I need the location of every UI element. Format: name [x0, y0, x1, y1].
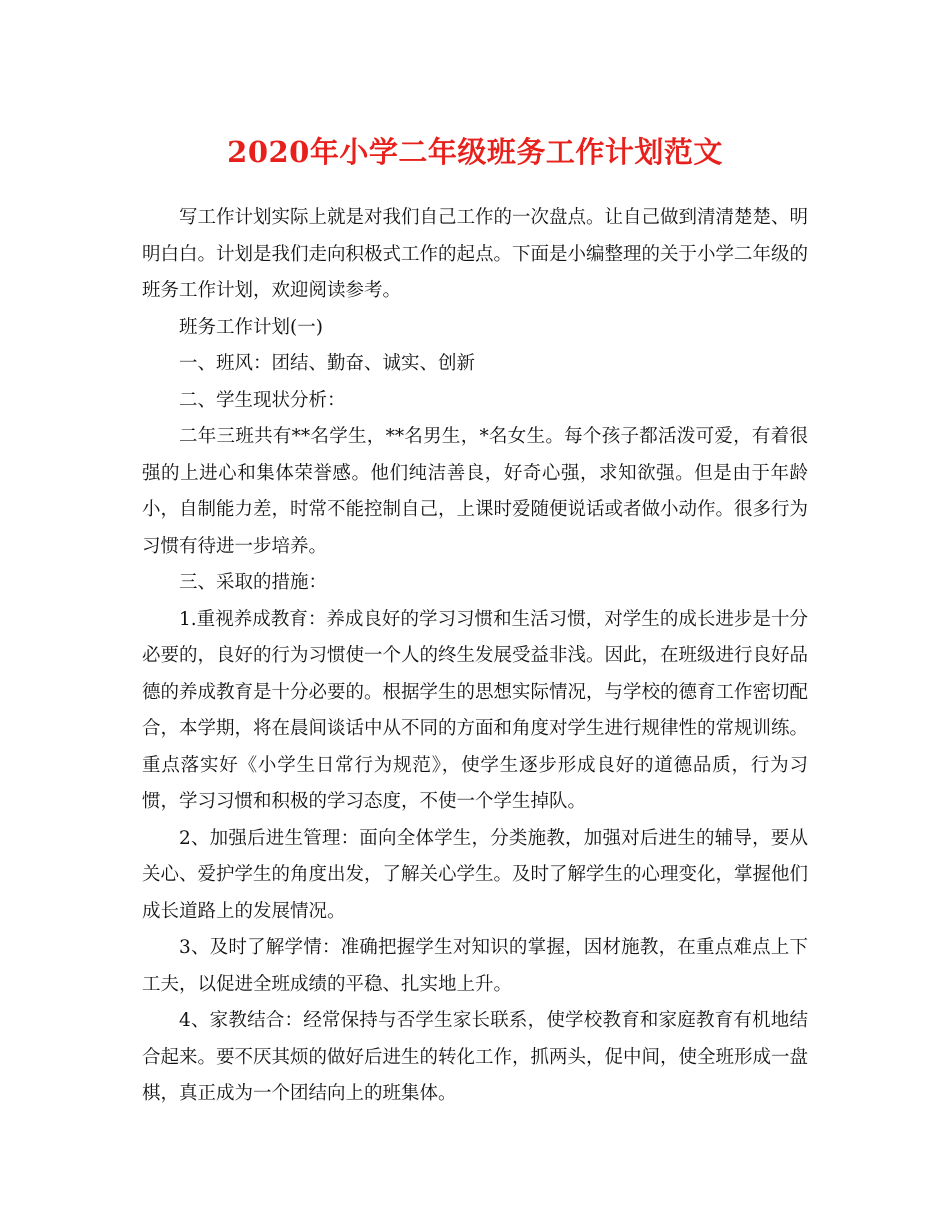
section-heading-plan-one: 班务工作计划(一) — [179, 316, 323, 338]
student-analysis-heading: 二、学生现状分析： — [179, 389, 346, 411]
measure-2-paragraph: 2、加强后进生管理：面向全体学生，分类施教，加强对后进生的辅导，要从关心、爱护学生的角度出发，了解关心学生。及时了解学生的心理变化，掌握他们成长道路上的发展情况。 — [142, 827, 809, 922]
class-style-heading: 一、班风：团结、勤奋、诚实、创新 — [179, 353, 476, 374]
measure-1-paragraph: 1.重视养成教育：养成良好的学习习惯和生活习惯，对学生的成长进步是十分必要的，良好的行为习惯使一个人的终生发展受益非浅。因此，在班级进行良好品德的养成教育是十分必要的。根据学生的思想实际情况，与学校的德育工作密切配合，本学期，将在晨间谈话中从不同的方面和角度对学生进行规律性的常规训练。重点落实好《小学生日常行为规范》，使学生逐步形成良好的道德品质，行为习惯，学习习惯和积极的学习态度，不使一个学生掉队。 — [142, 608, 809, 812]
document-title: 2020年小学二年级班务工作计划范文 — [227, 135, 723, 169]
measure-4-paragraph: 4、家教结合：经常保持与否学生家长联系，使学校教育和家庭教育有机地结合起来。要不厌其烦的做好后进生的转化工作，抓两头，促中间，使全班形成一盘棋，真正成为一个团结向上的班集体。 — [142, 1010, 809, 1104]
student-analysis-paragraph: 二年三班共有**名学生，**名男生，*名女生。每个孩子都活泼可爱，有着很强的上进心和集体荣誉感。他们纯洁善良，好奇心强，求知欲强。但是由于年龄小，自制能力差，时常不能控制自己，上课时爱随便说话或者做小动作。很多行为习惯有待进一步培养。 — [142, 426, 809, 557]
document-body — [142, 200, 808, 1113]
measure-3-paragraph: 3、及时了解学情：准确把握学生对知识的掌握，因材施教，在重点难点上下工夫，以促进全班成绩的平稳、扎实地上升。 — [142, 937, 808, 995]
intro-paragraph: 写工作计划实际上就是对我们自己工作的一次盘点。让自己做到清清楚楚、明明白白。计划是我们走向积极式工作的起点。下面是小编整理的关于小学二年级的班务工作计划，欢迎阅读参考。 — [142, 207, 809, 301]
measures-heading: 三、采取的措施： — [179, 572, 328, 593]
